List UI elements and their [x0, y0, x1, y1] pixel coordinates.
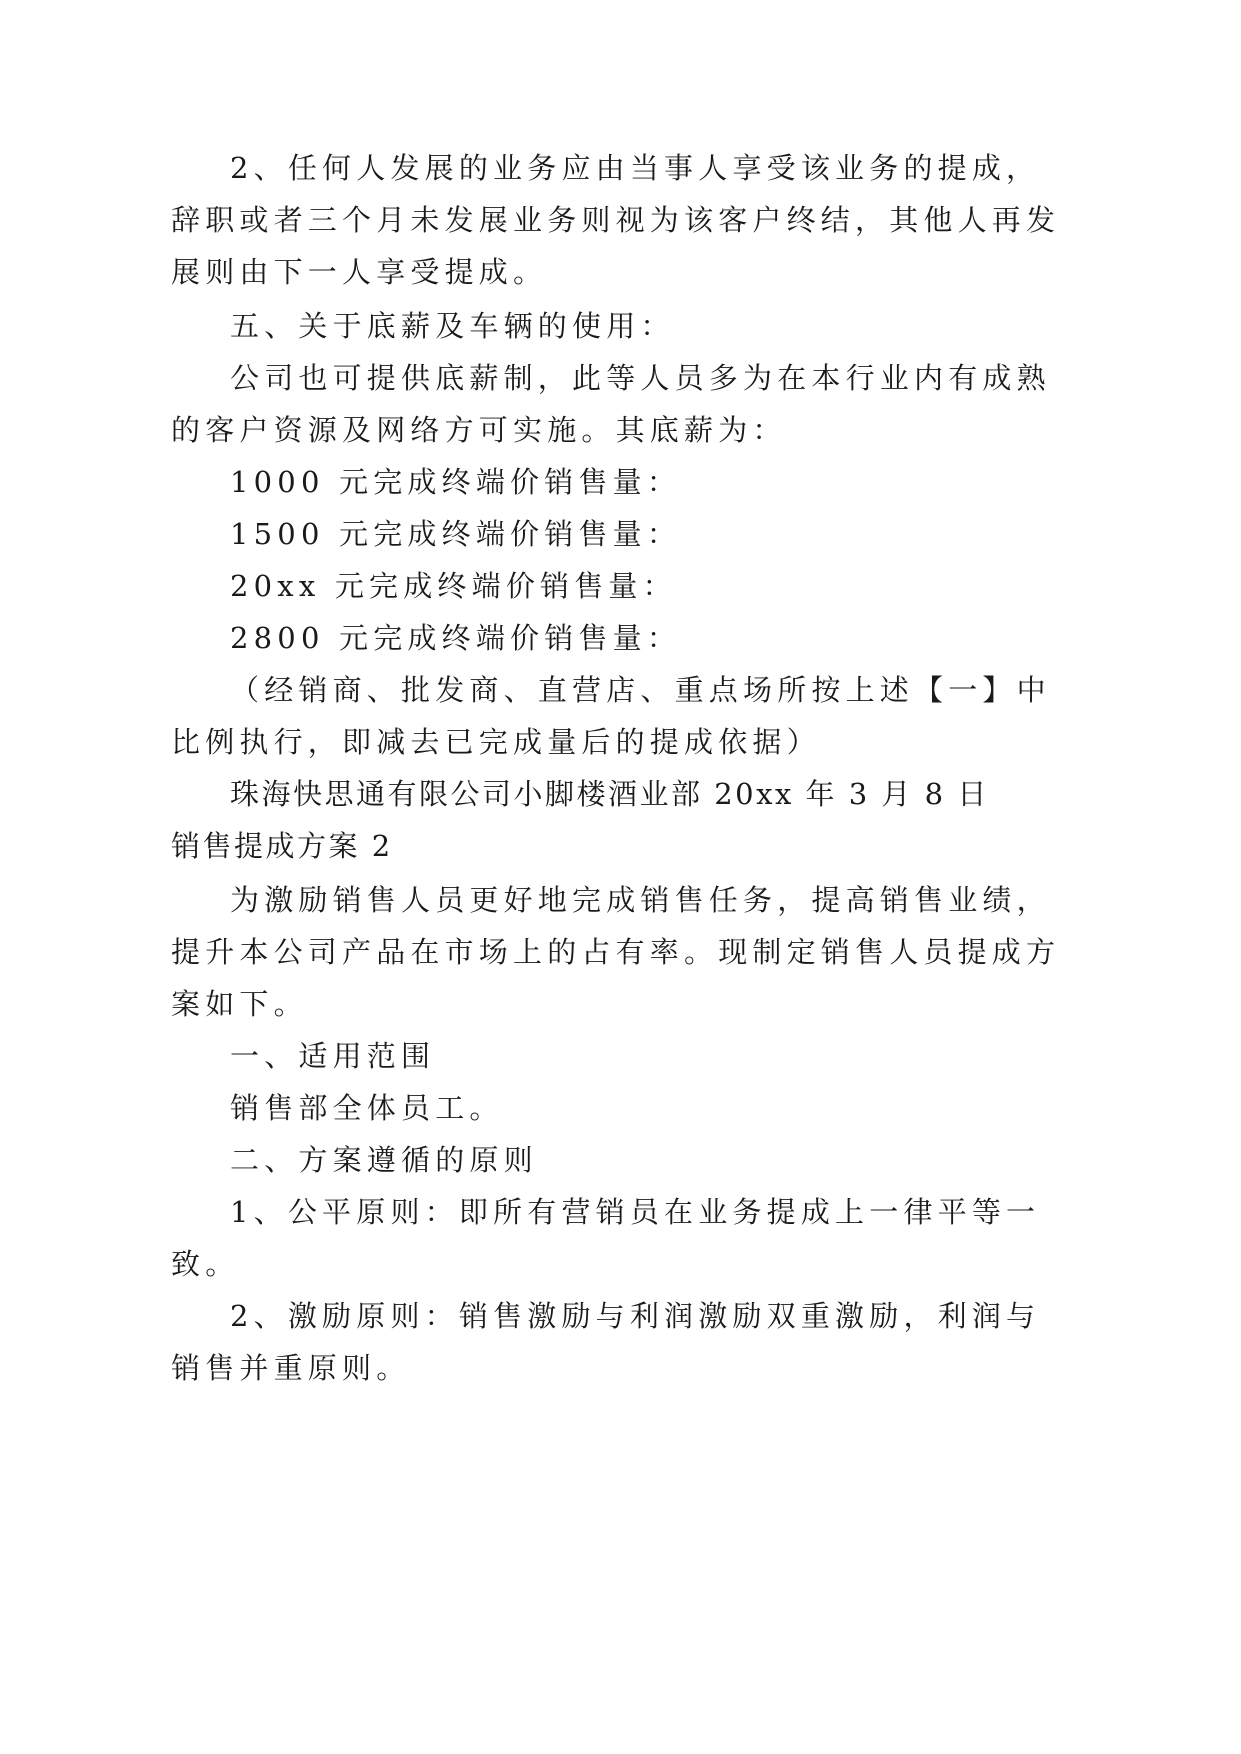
paragraph-line: 销售部全体员工。: [230, 1091, 504, 1125]
paragraph-line: 公司也可提供底薪制，此等人员多为在本行业内有成熟: [230, 361, 1051, 395]
salary-tier-line: 1500 元完成终端价销售量：: [230, 517, 682, 551]
paragraph-line: 展则由下一人享受提成。: [171, 255, 548, 289]
paragraph-line: 1、公平原则：即所有营销员在业务提成上一律平等一: [230, 1195, 1041, 1229]
paragraph-line: 2、激励原则：销售激励与利润激励双重激励，利润与: [230, 1299, 1041, 1333]
salary-tier-line: 1000 元完成终端价销售量：: [230, 465, 682, 499]
paragraph-line: 案如下。: [171, 987, 308, 1021]
paragraph-line: 辞职或者三个月未发展业务则视为该客户终结，其他人再发: [171, 203, 1061, 237]
salary-tier-line: 2800 元完成终端价销售量：: [230, 621, 682, 655]
section-heading: 一、适用范围: [230, 1039, 436, 1073]
salary-tier-line: 20xx 元完成终端价销售量：: [230, 569, 677, 603]
paragraph-line: 的客户资源及网络方可实施。其底薪为：: [171, 413, 787, 447]
paragraph-line: （经销商、批发商、直营店、重点场所按上述【一】中: [230, 673, 1051, 707]
section-title: 销售提成方案 2: [171, 829, 393, 863]
paragraph-line: 为激励销售人员更好地完成销售任务，提高销售业绩，: [230, 883, 1051, 917]
paragraph-line: 提升本公司产品在市场上的占有率。现制定销售人员提成方: [171, 935, 1061, 969]
paragraph-line: 比例执行，即减去已完成量后的提成依据）: [171, 725, 821, 759]
paragraph-line: 2、任何人发展的业务应由当事人享受该业务的提成，: [230, 151, 1041, 185]
section-heading: 五、关于底薪及车辆的使用：: [230, 309, 675, 343]
signature-line: 珠海快思通有限公司小脚楼酒业部 20xx 年 3 月 8 日: [230, 777, 989, 811]
paragraph-line: 致。: [171, 1247, 240, 1281]
section-heading: 二、方案遵循的原则: [230, 1143, 538, 1177]
paragraph-line: 销售并重原则。: [171, 1351, 411, 1385]
